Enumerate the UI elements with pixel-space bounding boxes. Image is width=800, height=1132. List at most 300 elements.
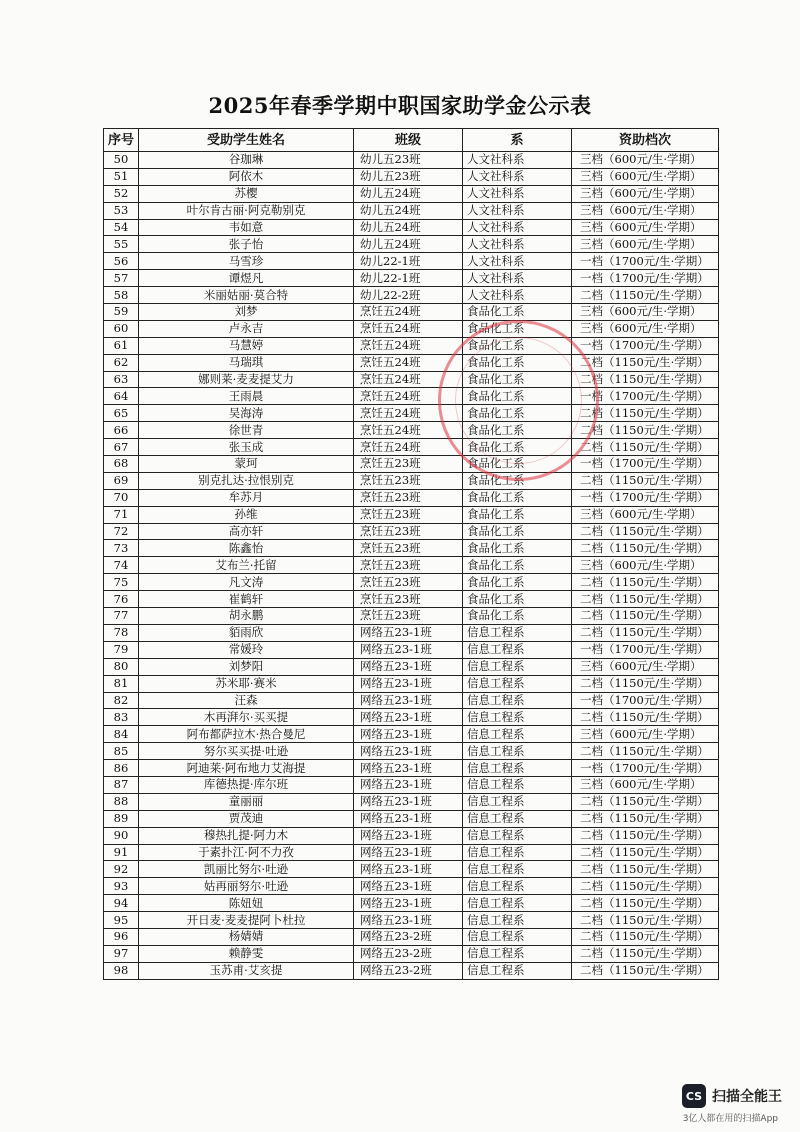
table-row [104,810,719,827]
department: 信息工程系 [463,641,572,658]
row-index: 88 [104,793,139,810]
row-index: 60 [104,320,139,337]
header-class: 班级 [354,129,463,152]
aid-level: 二档（1150元/生·学期） [572,793,719,810]
row-index: 97 [104,945,139,962]
header-student-name: 受助学生姓名 [139,129,354,152]
class-name: 烹饪五23班 [354,591,463,608]
row-index: 59 [104,304,139,321]
row-index: 83 [104,709,139,726]
department: 食品化工系 [463,304,572,321]
class-name: 网络五23-1班 [354,624,463,641]
table-row [104,557,719,574]
row-index: 95 [104,912,139,929]
class-name: 网络五23-1班 [354,743,463,760]
student-name: 张玉成 [139,439,354,456]
table-row [104,962,719,979]
department: 信息工程系 [463,743,572,760]
class-name: 网络五23-1班 [354,844,463,861]
row-index: 85 [104,743,139,760]
row-index: 84 [104,726,139,743]
aid-level: 二档（1150元/生·学期） [572,472,719,489]
department: 信息工程系 [463,692,572,709]
table-row [104,827,719,844]
department: 人文社科系 [463,219,572,236]
class-name: 烹饪五23班 [354,472,463,489]
aid-level: 二档（1150元/生·学期） [572,574,719,591]
department: 食品化工系 [463,574,572,591]
table-row [104,354,719,371]
student-name: 艾布兰·托留 [139,557,354,574]
class-name: 网络五23-2班 [354,928,463,945]
student-name: 蒙珂 [139,456,354,473]
row-index: 91 [104,844,139,861]
department: 信息工程系 [463,793,572,810]
aid-level: 三档（600元/生·学期） [572,776,719,793]
department: 信息工程系 [463,844,572,861]
row-index: 75 [104,574,139,591]
class-name: 网络五23-1班 [354,675,463,692]
class-name: 网络五23-1班 [354,776,463,793]
table-row [104,895,719,912]
table-row [104,743,719,760]
row-index: 78 [104,624,139,641]
subsidy-table [103,128,719,980]
table-row [104,574,719,591]
aid-level: 二档（1150元/生·学期） [572,439,719,456]
row-index: 92 [104,861,139,878]
row-index: 65 [104,405,139,422]
table-row [104,540,719,557]
aid-level: 三档（600元/生·学期） [572,506,719,523]
student-name: 开日麦·麦麦提阿卜杜拉 [139,912,354,929]
department: 食品化工系 [463,439,572,456]
student-name: 叶尔肯古丽·阿克勒别克 [139,202,354,219]
department: 信息工程系 [463,624,572,641]
table-row [104,861,719,878]
class-name: 烹饪五23班 [354,574,463,591]
student-name: 刘梦 [139,304,354,321]
student-name: 陈妞妞 [139,895,354,912]
row-index: 96 [104,928,139,945]
student-name: 米丽姑丽·莫合特 [139,287,354,304]
student-name: 孙维 [139,506,354,523]
class-name: 网络五23-1班 [354,793,463,810]
student-name: 姑再丽努尔·吐逊 [139,878,354,895]
department: 人文社科系 [463,168,572,185]
table-row [104,168,719,185]
student-name: 韦如意 [139,219,354,236]
row-index: 72 [104,523,139,540]
aid-level: 二档（1150元/生·学期） [572,675,719,692]
table-row [104,624,719,641]
department: 食品化工系 [463,540,572,557]
aid-level: 二档（1150元/生·学期） [572,422,719,439]
aid-level: 三档（600元/生·学期） [572,557,719,574]
department: 人文社科系 [463,152,572,169]
student-name: 马慧婷 [139,337,354,354]
row-index: 87 [104,776,139,793]
header-department: 系 [463,129,572,152]
class-name: 幼儿五24班 [354,236,463,253]
class-name: 幼儿五24班 [354,219,463,236]
department: 食品化工系 [463,337,572,354]
class-name: 烹饪五24班 [354,320,463,337]
table-row [104,304,719,321]
aid-level: 一档（1700元/生·学期） [572,388,719,405]
department: 食品化工系 [463,557,572,574]
table-row [104,236,719,253]
department: 食品化工系 [463,320,572,337]
student-name: 王雨晨 [139,388,354,405]
header-index: 序号 [104,129,139,152]
row-index: 58 [104,287,139,304]
student-name: 凯丽比努尔·吐逊 [139,861,354,878]
aid-level: 一档（1700元/生·学期） [572,641,719,658]
row-index: 74 [104,557,139,574]
student-name: 陈鑫怡 [139,540,354,557]
table-row [104,608,719,625]
department: 信息工程系 [463,675,572,692]
department: 食品化工系 [463,371,572,388]
department: 信息工程系 [463,878,572,895]
student-name: 贾茂迪 [139,810,354,827]
student-name: 阿依木 [139,168,354,185]
aid-level: 三档（600元/生·学期） [572,152,719,169]
aid-level: 二档（1150元/生·学期） [572,371,719,388]
department: 信息工程系 [463,962,572,979]
row-index: 70 [104,489,139,506]
class-name: 烹饪五23班 [354,489,463,506]
department: 食品化工系 [463,472,572,489]
aid-level: 二档（1150元/生·学期） [572,540,719,557]
table-row [104,928,719,945]
department: 人文社科系 [463,236,572,253]
class-name: 烹饪五24班 [354,354,463,371]
class-name: 烹饪五24班 [354,388,463,405]
row-index: 62 [104,354,139,371]
aid-level: 二档（1150元/生·学期） [572,878,719,895]
student-name: 牟苏月 [139,489,354,506]
class-name: 网络五23-1班 [354,641,463,658]
aid-level: 三档（600元/生·学期） [572,304,719,321]
table-row [104,337,719,354]
aid-level: 二档（1150元/生·学期） [572,743,719,760]
aid-level: 三档（600元/生·学期） [572,168,719,185]
class-name: 幼儿五23班 [354,152,463,169]
aid-level: 二档（1150元/生·学期） [572,624,719,641]
aid-level: 三档（600元/生·学期） [572,658,719,675]
department: 信息工程系 [463,945,572,962]
student-name: 娜则莱·麦麦提艾力 [139,371,354,388]
class-name: 网络五23-1班 [354,810,463,827]
table-row [104,287,719,304]
class-name: 网络五23-1班 [354,760,463,777]
class-name: 烹饪五23班 [354,540,463,557]
student-name: 凡文涛 [139,574,354,591]
aid-level: 一档（1700元/生·学期） [572,337,719,354]
header-aid-level: 资助档次 [572,129,719,152]
class-name: 烹饪五23班 [354,608,463,625]
department: 食品化工系 [463,489,572,506]
department: 人文社科系 [463,287,572,304]
row-index: 66 [104,422,139,439]
page-title: 2025年春季学期中职国家助学金公示表 [208,93,592,118]
student-name: 穆热扎提·阿力木 [139,827,354,844]
student-name: 马瑞琪 [139,354,354,371]
table-row [104,253,719,270]
table-row [104,692,719,709]
class-name: 幼儿22-2班 [354,287,463,304]
aid-level: 二档（1150元/生·学期） [572,827,719,844]
aid-level: 一档（1700元/生·学期） [572,692,719,709]
department: 信息工程系 [463,776,572,793]
class-name: 幼儿22-1班 [354,270,463,287]
department: 信息工程系 [463,658,572,675]
class-name: 烹饪五23班 [354,506,463,523]
scanner-tagline: 3亿人都在用的扫描App [682,1114,778,1124]
class-name: 幼儿五23班 [354,168,463,185]
table-row [104,405,719,422]
department: 人文社科系 [463,185,572,202]
student-name: 胡永鹏 [139,608,354,625]
student-name: 玉苏甫·艾亥提 [139,962,354,979]
student-name: 苏樱 [139,185,354,202]
row-index: 64 [104,388,139,405]
table-row [104,591,719,608]
class-name: 烹饪五23班 [354,557,463,574]
student-name: 谭煜凡 [139,270,354,287]
department: 食品化工系 [463,591,572,608]
class-name: 网络五23-1班 [354,895,463,912]
department: 信息工程系 [463,760,572,777]
aid-level: 二档（1150元/生·学期） [572,945,719,962]
row-index: 67 [104,439,139,456]
row-index: 76 [104,591,139,608]
class-name: 幼儿五24班 [354,185,463,202]
class-name: 网络五23-1班 [354,692,463,709]
row-index: 51 [104,168,139,185]
aid-level: 三档（600元/生·学期） [572,726,719,743]
table-row [104,185,719,202]
student-name: 徐世青 [139,422,354,439]
row-index: 56 [104,253,139,270]
row-index: 77 [104,608,139,625]
aid-level: 二档（1150元/生·学期） [572,608,719,625]
class-name: 烹饪五24班 [354,371,463,388]
student-name: 卢永吉 [139,320,354,337]
aid-level: 一档（1700元/生·学期） [572,456,719,473]
aid-level: 二档（1150元/生·学期） [572,405,719,422]
table-row [104,912,719,929]
class-name: 网络五23-1班 [354,827,463,844]
row-index: 94 [104,895,139,912]
student-name: 别克扎达·拉恨别克 [139,472,354,489]
aid-level: 二档（1150元/生·学期） [572,861,719,878]
table-row [104,219,719,236]
table-row [104,726,719,743]
department: 信息工程系 [463,810,572,827]
student-name: 努尔买买提·吐逊 [139,743,354,760]
department: 食品化工系 [463,405,572,422]
aid-level: 二档（1150元/生·学期） [572,928,719,945]
department: 信息工程系 [463,912,572,929]
student-name: 阿布都萨拉木·热合曼尼 [139,726,354,743]
aid-level: 三档（600元/生·学期） [572,236,719,253]
department: 人文社科系 [463,270,572,287]
table-row [104,472,719,489]
student-name: 赖静雯 [139,945,354,962]
department: 信息工程系 [463,928,572,945]
student-name: 杨婧婧 [139,928,354,945]
department: 食品化工系 [463,422,572,439]
scanner-brand: 扫描全能王 [712,1089,782,1105]
student-name: 库德热提·库尔班 [139,776,354,793]
table-row [104,658,719,675]
table-row [104,709,719,726]
department: 信息工程系 [463,861,572,878]
class-name: 网络五23-1班 [354,709,463,726]
student-name: 谷珈琳 [139,152,354,169]
class-name: 烹饪五23班 [354,456,463,473]
student-name: 苏米耶·赛米 [139,675,354,692]
table-row [104,202,719,219]
department: 信息工程系 [463,726,572,743]
student-name: 刘梦阳 [139,658,354,675]
class-name: 网络五23-1班 [354,726,463,743]
row-index: 93 [104,878,139,895]
class-name: 幼儿五24班 [354,202,463,219]
table-row [104,641,719,658]
aid-level: 二档（1150元/生·学期） [572,844,719,861]
table-row [104,456,719,473]
table-header-row [104,129,719,152]
table-row [104,422,719,439]
department: 人文社科系 [463,253,572,270]
row-index: 80 [104,658,139,675]
class-name: 网络五23-2班 [354,962,463,979]
aid-level: 二档（1150元/生·学期） [572,810,719,827]
aid-level: 三档（600元/生·学期） [572,320,719,337]
class-name: 烹饪五24班 [354,422,463,439]
aid-level: 一档（1700元/生·学期） [572,253,719,270]
aid-level: 二档（1150元/生·学期） [572,895,719,912]
table-row [104,489,719,506]
department: 信息工程系 [463,895,572,912]
row-index: 82 [104,692,139,709]
row-index: 53 [104,202,139,219]
aid-level: 二档（1150元/生·学期） [572,962,719,979]
aid-level: 三档（600元/生·学期） [572,219,719,236]
table-row [104,675,719,692]
student-name: 高亦轩 [139,523,354,540]
table-row [104,945,719,962]
student-name: 马雪珍 [139,253,354,270]
table-row [104,878,719,895]
row-index: 79 [104,641,139,658]
table-row [104,776,719,793]
class-name: 烹饪五24班 [354,405,463,422]
student-name: 貊雨欣 [139,624,354,641]
department: 食品化工系 [463,456,572,473]
class-name: 网络五23-1班 [354,878,463,895]
row-index: 52 [104,185,139,202]
department: 食品化工系 [463,354,572,371]
aid-level: 一档（1700元/生·学期） [572,270,719,287]
department: 人文社科系 [463,202,572,219]
row-index: 90 [104,827,139,844]
table-row [104,371,719,388]
student-name: 汪森 [139,692,354,709]
row-index: 73 [104,540,139,557]
table-row [104,844,719,861]
class-name: 烹饪五24班 [354,304,463,321]
department: 信息工程系 [463,827,572,844]
aid-level: 二档（1150元/生·学期） [572,523,719,540]
student-name: 木再湃尔·买买提 [139,709,354,726]
aid-level: 一档（1700元/生·学期） [572,760,719,777]
table-row [104,793,719,810]
row-index: 71 [104,506,139,523]
row-index: 50 [104,152,139,169]
aid-level: 一档（1700元/生·学期） [572,489,719,506]
row-index: 69 [104,472,139,489]
row-index: 86 [104,760,139,777]
row-index: 63 [104,371,139,388]
student-name: 张子怡 [139,236,354,253]
class-name: 烹饪五24班 [354,439,463,456]
class-name: 网络五23-1班 [354,658,463,675]
department: 食品化工系 [463,608,572,625]
aid-level: 三档（600元/生·学期） [572,185,719,202]
class-name: 幼儿22-1班 [354,253,463,270]
student-name: 阿迪莱·阿布地力艾海提 [139,760,354,777]
aid-level: 二档（1150元/生·学期） [572,354,719,371]
table-row [104,439,719,456]
class-name: 烹饪五24班 [354,337,463,354]
table-row [104,388,719,405]
table-row [104,506,719,523]
class-name: 网络五23-1班 [354,912,463,929]
row-index: 68 [104,456,139,473]
department: 信息工程系 [463,709,572,726]
row-index: 54 [104,219,139,236]
aid-level: 三档（600元/生·学期） [572,202,719,219]
table-row [104,270,719,287]
aid-level: 二档（1150元/生·学期） [572,912,719,929]
aid-level: 二档（1150元/生·学期） [572,287,719,304]
row-index: 55 [104,236,139,253]
student-name: 童丽丽 [139,793,354,810]
table-row [104,152,719,169]
student-name: 于素扑江·阿不力孜 [139,844,354,861]
class-name: 网络五23-1班 [354,861,463,878]
scanner-watermark [682,1084,782,1108]
department: 食品化工系 [463,506,572,523]
row-index: 81 [104,675,139,692]
department: 食品化工系 [463,523,572,540]
class-name: 烹饪五23班 [354,523,463,540]
table-row [104,320,719,337]
table-body [104,152,719,980]
row-index: 61 [104,337,139,354]
aid-level: 二档（1150元/生·学期） [572,709,719,726]
aid-level: 二档（1150元/生·学期） [572,591,719,608]
row-index: 57 [104,270,139,287]
table-row [104,760,719,777]
student-name: 崔鹤轩 [139,591,354,608]
row-index: 89 [104,810,139,827]
